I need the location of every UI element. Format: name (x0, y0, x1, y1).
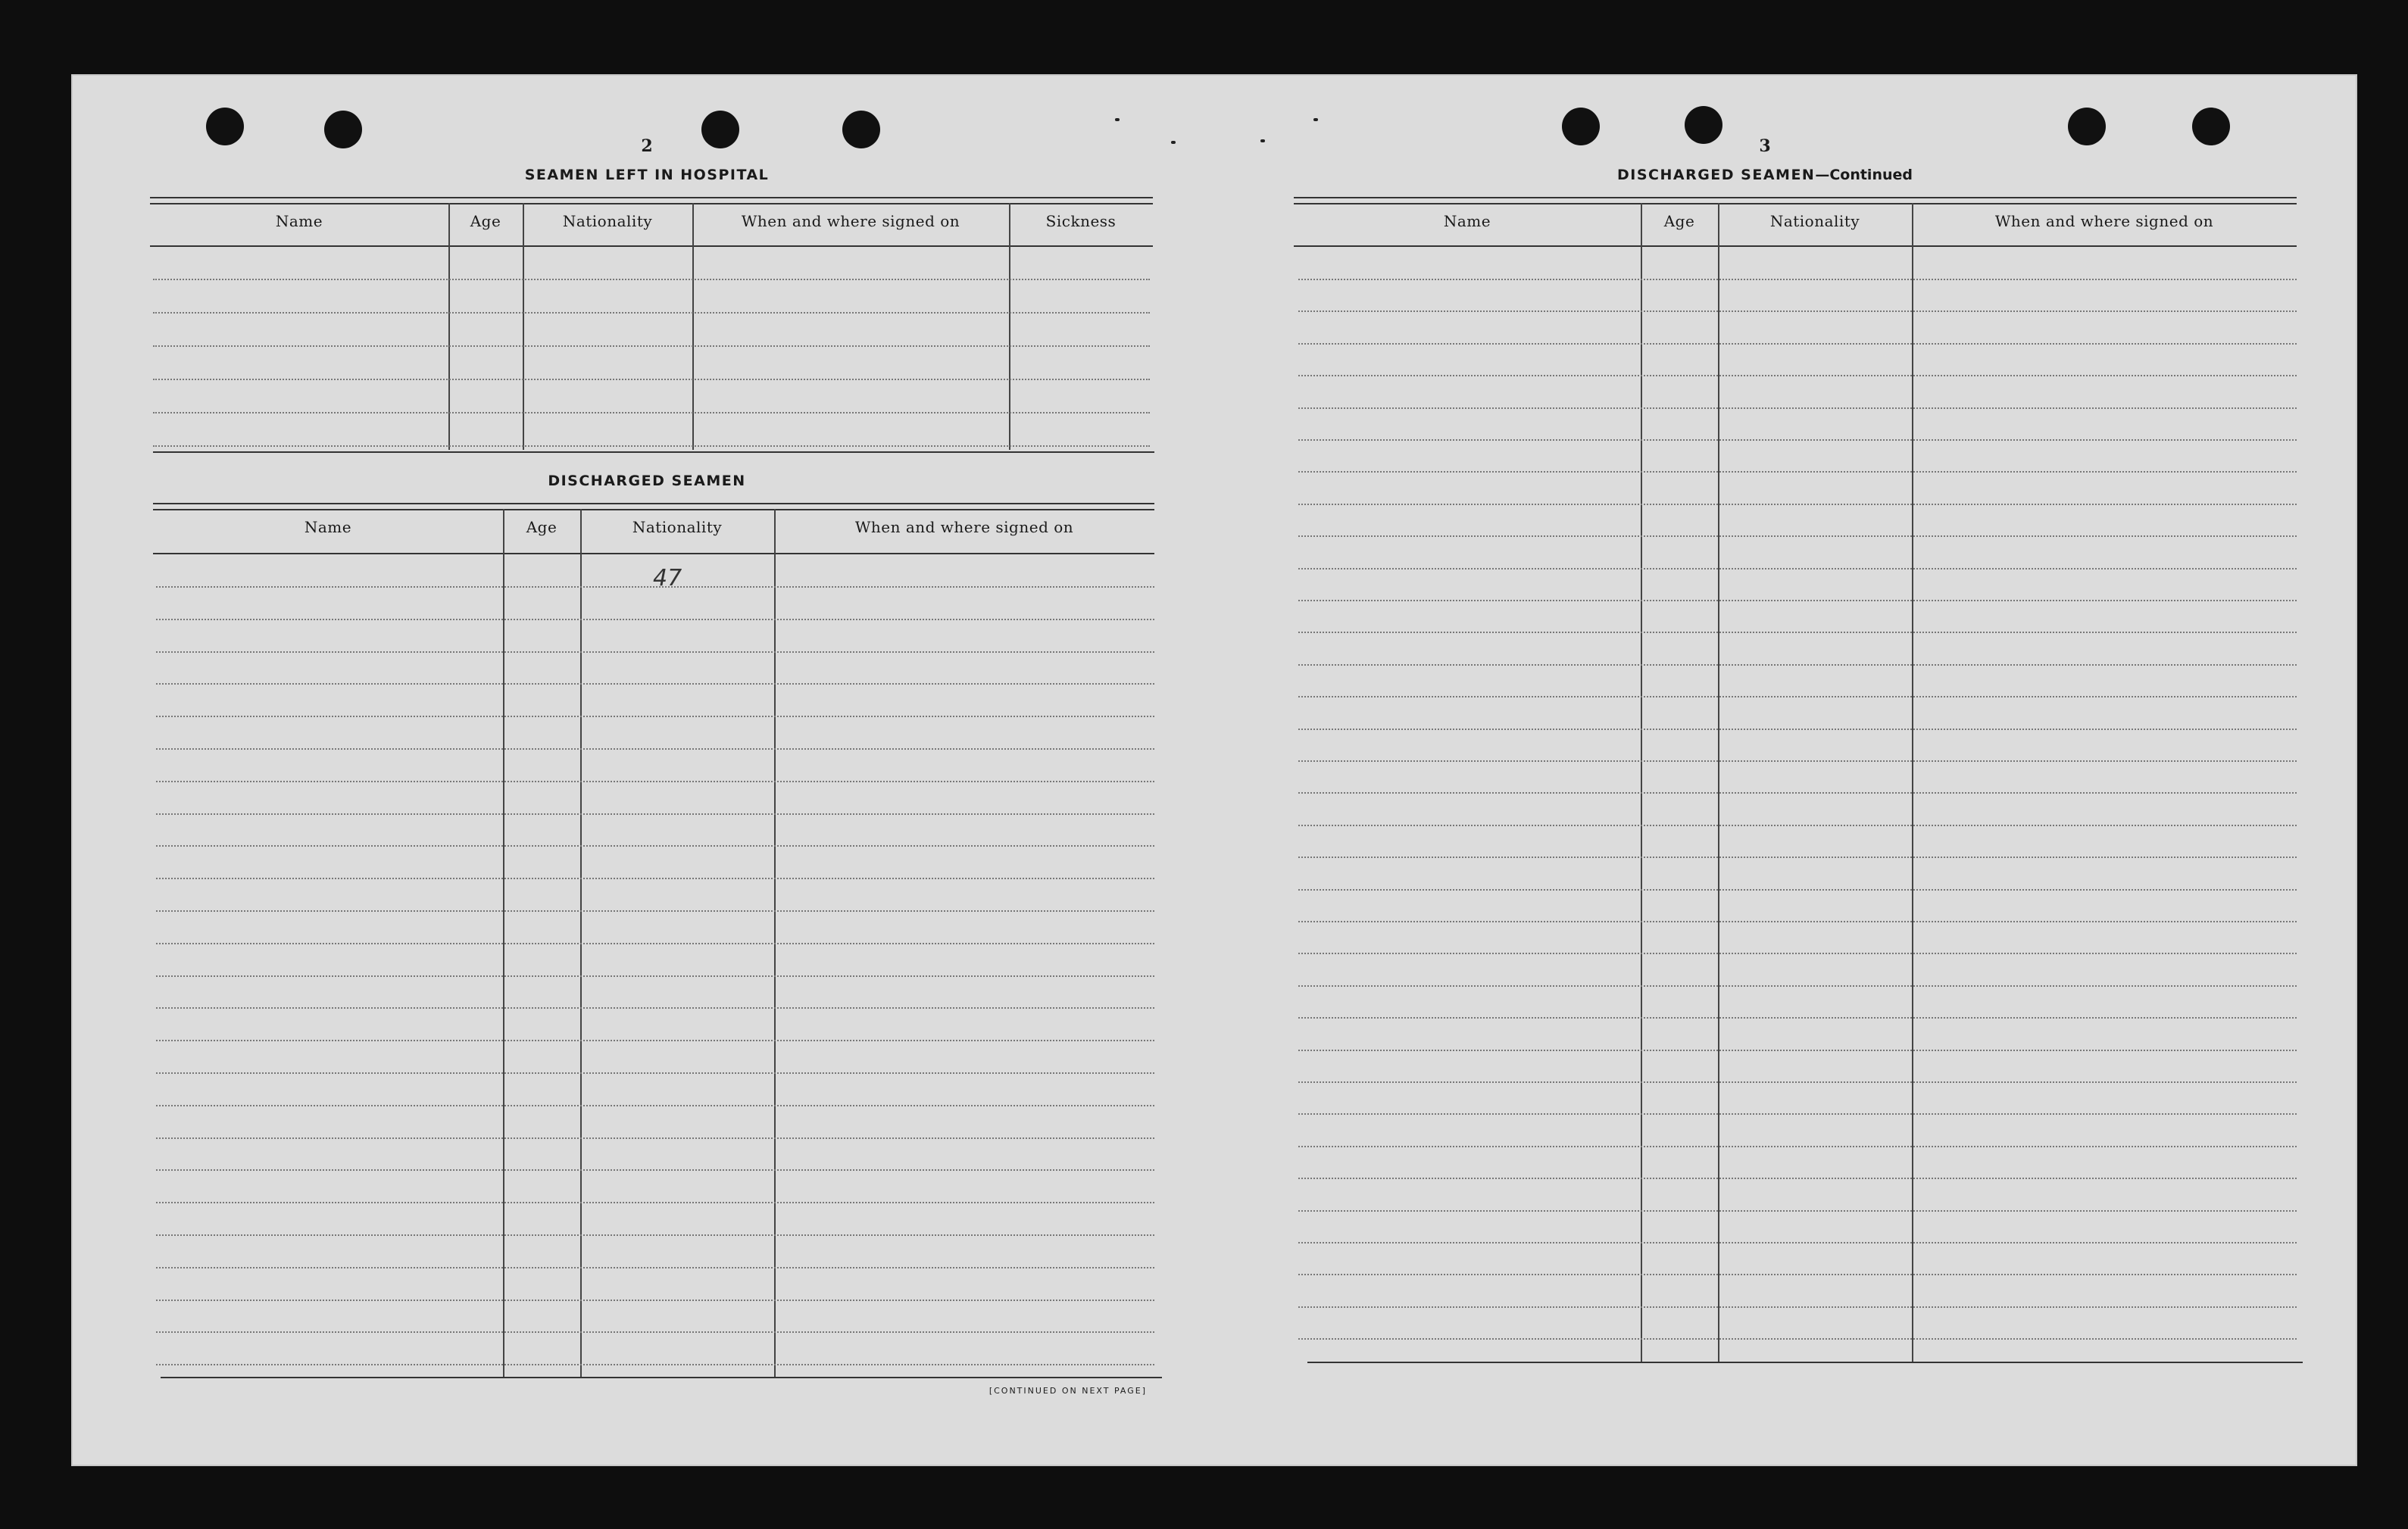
entry-line (153, 312, 1150, 314)
column-header-sickness: Sickness (1045, 212, 1117, 230)
punch-hole (701, 111, 739, 148)
entry-line (1298, 1017, 2297, 1019)
entry-line (156, 1267, 1154, 1268)
entry-line (1298, 407, 2297, 409)
entry-line (1298, 471, 2297, 473)
column-header-name: Name (304, 518, 352, 536)
section-title-hospital: SEAMEN LEFT IN HOSPITAL (524, 167, 770, 183)
entry-line (1298, 664, 2297, 666)
column-header-nationality: Nationality (562, 212, 653, 230)
column-header-age: Age (526, 518, 557, 536)
section-title-text: DISCHARGED SEAMEN (1617, 167, 1816, 183)
punch-hole (842, 111, 880, 148)
entry-line (153, 345, 1150, 347)
entry-line (1298, 825, 2297, 826)
entry-line (1298, 375, 2297, 376)
page-number-left: 2 (641, 136, 653, 156)
continued-note: [CONTINUED ON NEXT PAGE] (988, 1386, 1147, 1396)
entry-line (156, 781, 1154, 782)
entry-line (1298, 1242, 2297, 1243)
entry-line (1298, 568, 2297, 569)
entry-line (156, 1331, 1154, 1333)
entry-line (1298, 857, 2297, 858)
header-bottom-rule (1294, 245, 2297, 247)
entry-line (156, 943, 1154, 944)
section-title-discharged-continued (1485, 167, 2045, 183)
table-top-rule (1294, 197, 2297, 204)
entry-line (156, 1040, 1154, 1041)
entry-line (1298, 600, 2297, 601)
punch-hole (2068, 108, 2106, 145)
table-top-rule (150, 197, 1153, 204)
form-sheet (71, 74, 2357, 1466)
entry-line (1298, 696, 2297, 697)
entry-line (1298, 1306, 2297, 1308)
entry-line (1298, 953, 2297, 954)
entry-line (156, 1105, 1154, 1106)
entry-line (1298, 1050, 2297, 1051)
handwritten-entry: 47 (653, 565, 682, 591)
entry-line (153, 379, 1150, 380)
header-bottom-rule (153, 553, 1154, 554)
column-header-when-where: When and where signed on (854, 518, 1074, 536)
entry-line (156, 651, 1154, 653)
entry-line (1298, 760, 2297, 762)
entry-line (156, 845, 1154, 847)
entry-line (1298, 1178, 2297, 1179)
speck (1313, 118, 1318, 121)
entry-line (153, 445, 1150, 447)
entry-line (156, 1007, 1154, 1009)
header-bottom-rule (150, 245, 1153, 247)
entry-line (156, 748, 1154, 750)
entry-line (1298, 889, 2297, 891)
column-header-nationality: Nationality (632, 518, 723, 536)
entry-line (1298, 279, 2297, 280)
column-header-age: Age (1663, 212, 1695, 230)
entry-line (1298, 504, 2297, 505)
entry-line (156, 1202, 1154, 1203)
section-title-discharged: DISCHARGED SEAMEN (548, 473, 746, 489)
entry-line (1298, 792, 2297, 794)
entry-line (1298, 1146, 2297, 1147)
entry-line (156, 1300, 1154, 1301)
entry-line (156, 1072, 1154, 1074)
column-header-name: Name (275, 212, 323, 230)
page-number-right: 3 (1759, 136, 1771, 156)
entry-line (156, 1234, 1154, 1236)
entry-line (156, 1364, 1154, 1365)
entry-line (1298, 985, 2297, 987)
entry-line (1298, 343, 2297, 345)
entry-line (156, 878, 1154, 879)
entry-line (156, 813, 1154, 815)
punch-hole (1685, 106, 1722, 144)
entry-line (1298, 439, 2297, 441)
entry-line (153, 279, 1150, 280)
entry-line (153, 412, 1150, 413)
column-header-when-where: When and where signed on (741, 212, 960, 230)
speck (1171, 141, 1176, 144)
speck (1260, 139, 1265, 142)
column-header-when-where: When and where signed on (1994, 212, 2214, 230)
entry-line (156, 975, 1154, 977)
entry-line (1298, 1210, 2297, 1212)
speck (1115, 118, 1120, 121)
column-divider (1641, 203, 1642, 1363)
column-divider (1718, 203, 1719, 1363)
entry-line (156, 683, 1154, 685)
entry-line (156, 1169, 1154, 1171)
entry-line (156, 910, 1154, 912)
table-bottom-rule (1307, 1362, 2303, 1363)
punch-hole (2192, 108, 2230, 145)
entry-line (156, 716, 1154, 717)
column-header-age: Age (470, 212, 501, 230)
entry-line (1298, 535, 2297, 537)
entry-line (1298, 1338, 2297, 1340)
column-divider (1912, 203, 1913, 1363)
table-top-rule (153, 503, 1154, 510)
entry-line (156, 1137, 1154, 1139)
entry-line (1298, 632, 2297, 633)
table-bottom-rule (153, 451, 1154, 453)
section-title-suffix: —Continued (1815, 167, 1913, 183)
punch-hole (324, 111, 362, 148)
entry-line (1298, 921, 2297, 922)
entry-line (1298, 1274, 2297, 1275)
punch-hole (1562, 108, 1600, 145)
column-header-name: Name (1443, 212, 1491, 230)
column-header-nationality: Nationality (1769, 212, 1860, 230)
entry-line (1298, 729, 2297, 730)
entry-line (1298, 1113, 2297, 1115)
punch-hole (206, 108, 244, 145)
table-bottom-rule (161, 1377, 1162, 1378)
entry-line (156, 586, 1154, 588)
entry-line (1298, 1081, 2297, 1083)
entry-line (1298, 310, 2297, 312)
entry-line (156, 619, 1154, 620)
